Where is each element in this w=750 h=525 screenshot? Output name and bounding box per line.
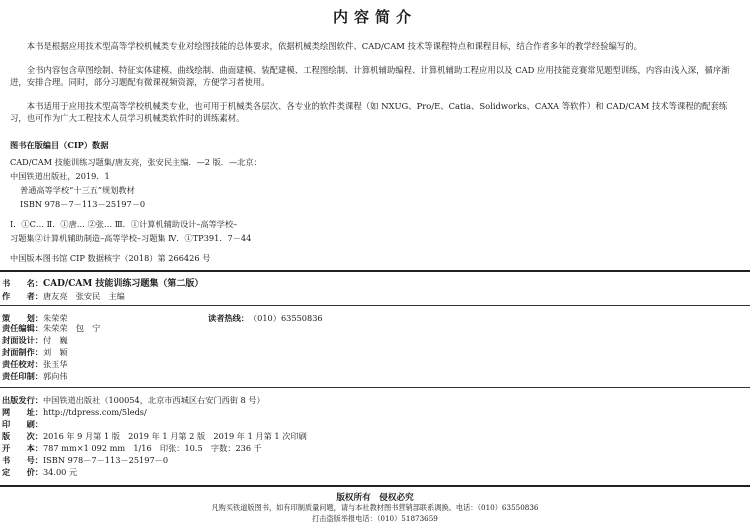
book-name-row bbox=[2, 278, 203, 289]
intro-paragraph-3: 本书适用于应用技术型高等学校机械类专业，也可用于机械类各层次、各专业的软件类课程（如 NXUG、Pro/E、Catia、Solidworks、CAXA 等软件）和 CAD/CAM 技术等课程的配套练习，也可作为广大工程技术人员学习机械类软件时的训练素材。 bbox=[10, 101, 728, 123]
piracy-hotline: 打击盗版举报电话：（010）51873659 bbox=[312, 514, 438, 523]
publish-row bbox=[2, 467, 77, 477]
publish-row bbox=[2, 431, 307, 441]
staff-value: 朱荣荣 bbox=[42, 313, 68, 323]
publish-row bbox=[2, 419, 43, 429]
staff-row bbox=[2, 347, 68, 357]
publish-value: 787 mm×1 092 mm 1/16 印张：10.5 字数：236 千 bbox=[42, 443, 262, 453]
publish-label: 出版发行： bbox=[2, 395, 43, 405]
staff-label: 封面制作： bbox=[2, 347, 43, 357]
staff-row bbox=[2, 359, 68, 369]
divider bbox=[0, 485, 750, 487]
cip-line: ISBN 978－7－113－25197－0 bbox=[20, 199, 146, 209]
cip-line: 习题集②计算机辅助制造–高等学校–习题集 Ⅳ．①TP391．7－44 bbox=[10, 233, 252, 243]
book-author-value: 唐友亮 张安民 主编 bbox=[42, 291, 125, 301]
staff-row bbox=[2, 335, 68, 345]
staff-label: 责任校对： bbox=[2, 359, 43, 369]
page-title: 内容简介 bbox=[332, 8, 417, 26]
publish-value: http://tdpress.com/5leds/ bbox=[42, 407, 147, 417]
book-name-label: 书 名： bbox=[2, 278, 43, 288]
staff-row bbox=[2, 371, 68, 381]
publish-label: 网 址： bbox=[2, 407, 43, 417]
publish-value: ISBN 978－7－113－25197－0 bbox=[42, 455, 169, 465]
publish-row bbox=[2, 407, 147, 417]
hotline-value: （010）63550836 bbox=[248, 313, 323, 323]
book-name-value: CAD/CAM 技能训练习题集（第二版） bbox=[42, 279, 204, 289]
publish-label: 印 刷： bbox=[2, 419, 43, 429]
publish-value: 中国铁道出版社（100054，北京市西城区右安门西街 8 号） bbox=[42, 395, 265, 405]
staff-label: 策 划： bbox=[2, 313, 43, 323]
staff-label: 封面设计： bbox=[2, 335, 43, 345]
publish-row bbox=[2, 455, 168, 465]
publish-row bbox=[2, 395, 265, 405]
divider bbox=[0, 305, 750, 306]
staff-row bbox=[2, 323, 100, 333]
divider bbox=[0, 270, 750, 272]
publish-label: 版 次： bbox=[2, 431, 43, 441]
hotline-label: 读者热线： bbox=[208, 313, 249, 323]
cip-line: 普通高等学校“十三五”规划教材 bbox=[20, 185, 135, 195]
publish-row bbox=[2, 443, 262, 453]
staff-label: 责任编辑： bbox=[2, 323, 43, 333]
publish-value: 34.00 元 bbox=[42, 467, 78, 477]
staff-row bbox=[2, 313, 68, 323]
reader-hotline bbox=[208, 313, 323, 323]
publish-value: 2016 年 9 月第 1 版 2019 年 1 月第 2 版 2019 年 1 月第 1 次印刷 bbox=[42, 431, 307, 441]
intro-paragraph-2: 全书内容包含草图绘制、特征实体建模、曲线绘制、曲面建模、装配建模、工程图绘制、计算机辅助编程、计算机辅助工程应用以及 CAD 应用技能竞赛常见题型训练，内容由浅入深，循序渐进，安排合理。同时，部分习题配有微课视频资源，方便学习者使用。 bbox=[10, 65, 730, 87]
intro-paragraph-1: 本书是根据应用技术型高等学校机械类专业对绘图技能的总体要求，依据机械类绘图软件、CAD/CAM 技术等课程特点和课程目标，结合作者多年的教学经验编写的。 bbox=[26, 41, 642, 51]
cip-line: CAD/CAM 技能训练习题集/唐友亮，张安民主编．—2 版．—北京： bbox=[10, 157, 262, 167]
book-author-label: 作 者： bbox=[2, 291, 43, 301]
publish-label: 书 号： bbox=[2, 455, 43, 465]
publish-label: 定 价： bbox=[2, 467, 43, 477]
cip-line: 中国铁道出版社，2019．1 bbox=[10, 171, 110, 181]
staff-value: 刘 颖 bbox=[42, 347, 68, 357]
cip-record: 中国版本图书馆 CIP 数据核字（2018）第 266426 号 bbox=[10, 253, 211, 263]
book-author-row bbox=[2, 291, 125, 301]
cip-heading: 图书在版编目（CIP）数据 bbox=[10, 140, 109, 150]
staff-value: 郭向伟 bbox=[42, 371, 68, 381]
staff-value: 朱荣荣 包 宁 bbox=[42, 323, 101, 333]
publish-label: 开 本： bbox=[2, 443, 43, 453]
staff-value: 付 巍 bbox=[42, 335, 68, 345]
copyright-heading: 版权所有 侵权必究 bbox=[336, 493, 414, 503]
divider bbox=[0, 387, 750, 388]
cip-line: Ⅰ．①C… Ⅱ．①唐… ②张… Ⅲ．①计算机辅助设计–高等学校– bbox=[10, 219, 238, 229]
copyright-notice: 凡购买铁道版图书，如有印制质量问题，请与本社教材图书营销部联系调换。电话：（010）63550836 bbox=[211, 503, 539, 512]
staff-label: 责任印制： bbox=[2, 371, 43, 381]
staff-value: 张玉华 bbox=[42, 359, 68, 369]
